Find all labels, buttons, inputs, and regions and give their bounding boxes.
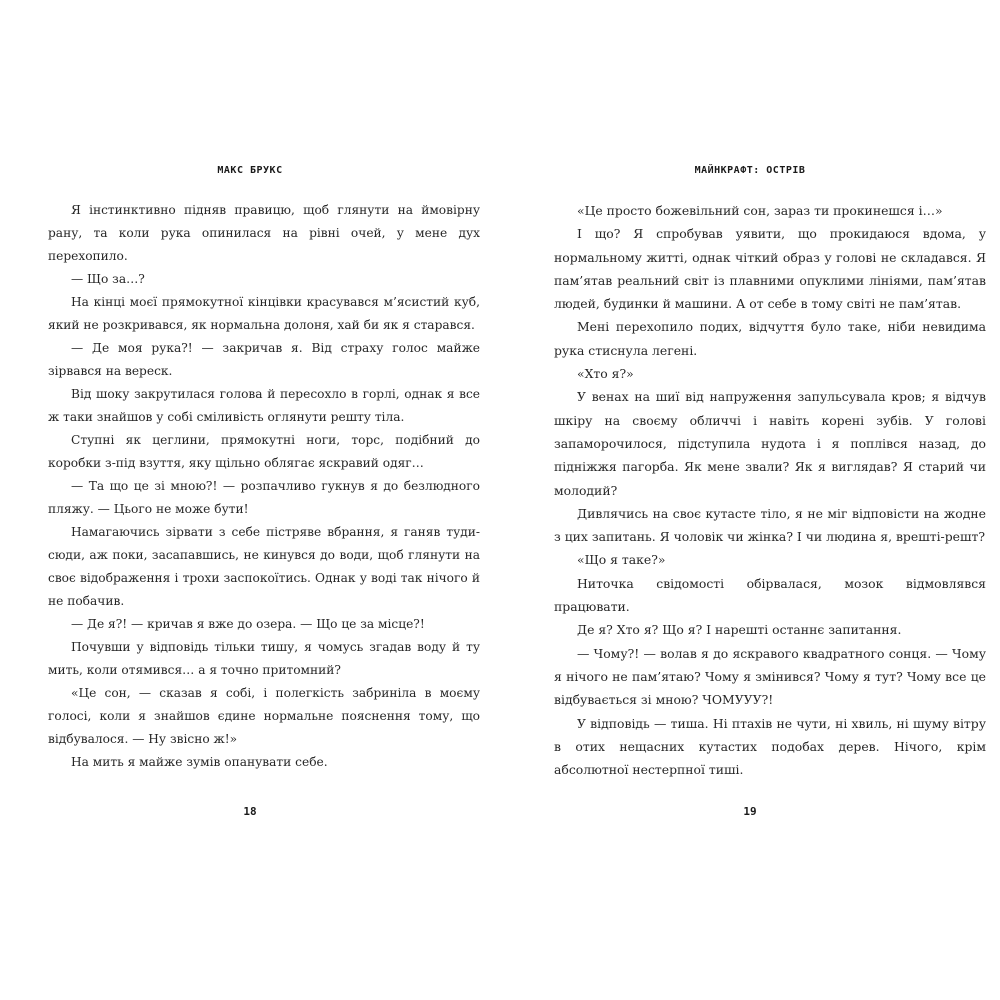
- paragraph: Від шоку закрутилася голова й пересохло в горлі, однак я все ж таки знайшов у собі сміливість оглянути решту тіла.: [48, 387, 480, 424]
- right-page: [500, 0, 1000, 1000]
- paragraph: — Де я?! — кричав я вже до озера. — Що це за місце?!: [71, 617, 425, 631]
- paragraph: На кінці моєї прямокутної кінцівки красувався м’ясистий куб, який не розкривався, як нормальна долоня, хай би як я старався.: [48, 295, 480, 332]
- page-number: 18: [243, 805, 257, 818]
- left-page-body: [48, 199, 480, 774]
- paragraph: Де я? Хто я? Що я? І нарешті останнє запитання.: [577, 622, 902, 638]
- running-head-title: МАЙНКРАФТ: ОСТРІВ: [694, 165, 806, 176]
- paragraph: Дивлячись на своє кутасте тіло, я не міг відповісти на жодне з цих запитань. Я чоловік чи жінка? І чи людина я, врешті-решт?: [554, 505, 986, 545]
- paragraph: На мить я майже зумів опанувати себе.: [71, 755, 328, 769]
- right-page-body: [554, 199, 986, 781]
- paragraph: — Та що це зі мною?! — розпачливо гукнув я до безлюдного пляжу. — Цього не може бути!: [48, 479, 480, 516]
- page-number: 19: [743, 805, 757, 818]
- paragraph: І що? Я спробував уявити, що прокидаюся вдома, у нормальному житті, однак чіткий образ у голові не складався. Я пам’ятав реальний світ із плавними опуклими лініями, пам’ятав людей, будинки й машини. А от себе в тому світі не пам’ятав.: [554, 226, 986, 312]
- paragraph: — Де моя рука?! — закричав я. Від страху голос майже зірвався на вереск.: [48, 341, 480, 378]
- paragraph: «Хто я?»: [577, 366, 634, 382]
- paragraph: У венах на шиї від напруження запульсувала кров; я відчув шкіру на своєму обличчі і навіть корені зубів. У голові запаморочилося, підступила нудота і я поплівся назад, до підніжжя пагорба. Як мене звали? Як я виглядав? Я старий чи молодий?: [554, 389, 986, 498]
- paragraph: Ниточка свідомості обірвалася, мозок відмовлявся працювати.: [554, 575, 986, 615]
- paragraph: Мені перехопило подих, відчуття було таке, ніби невидима рука стиснула легені.: [554, 319, 986, 358]
- paragraph: — Що за…?: [71, 272, 145, 286]
- running-head-author: МАКС БРУКС: [217, 165, 283, 176]
- paragraph: Намагаючись зірвати з себе пістряве вбрання, я ганяв туди-сюди, аж поки, засапавшись, не кинувся до води, щоб глянути на своє відображення і трохи заспокоїтись. Однак у воді так нічого й не побачив.: [48, 525, 480, 608]
- paragraph: Я інстинктивно підняв правицю, щоб глянути на ймовірну рану, та коли рука опинилася на рівні очей, у мене дух перехопило.: [48, 203, 480, 263]
- paragraph: — Чому?! — волав я до яскравого квадратного сонця. — Чому я нічого не пам’ятаю? Чому я змінився? Чому я тут? Чому все це відбувається зі мною? ЧОМУУУ?!: [554, 645, 986, 708]
- paragraph: «Це сон, — сказав я собі, і полегкість забриніла в моєму голосі, коли я знайшов єдине нормальне пояснення тому, що відбувалося. — Ну звісно ж!»: [48, 686, 480, 746]
- paragraph: «Що я таке?»: [577, 552, 666, 568]
- paragraph: У відповідь — тиша. Ні птахів не чути, ні хвиль, ні шуму вітру в отих нещасних кутастих подобах дерев. Нічого, крім абсолютної нестерпної тиші.: [554, 715, 986, 778]
- paragraph: Почувши у відповідь тільки тишу, я чомусь згадав воду й ту мить, коли отямився… а я точно притомний?: [48, 640, 480, 677]
- paragraph: Ступні як цеглини, прямокутні ноги, торс, подібний до коробки з-під взуття, яку щільно облягає яскравий одяг…: [48, 433, 480, 470]
- paragraph: «Це просто божевільний сон, зараз ти прокинешся і…»: [577, 203, 943, 218]
